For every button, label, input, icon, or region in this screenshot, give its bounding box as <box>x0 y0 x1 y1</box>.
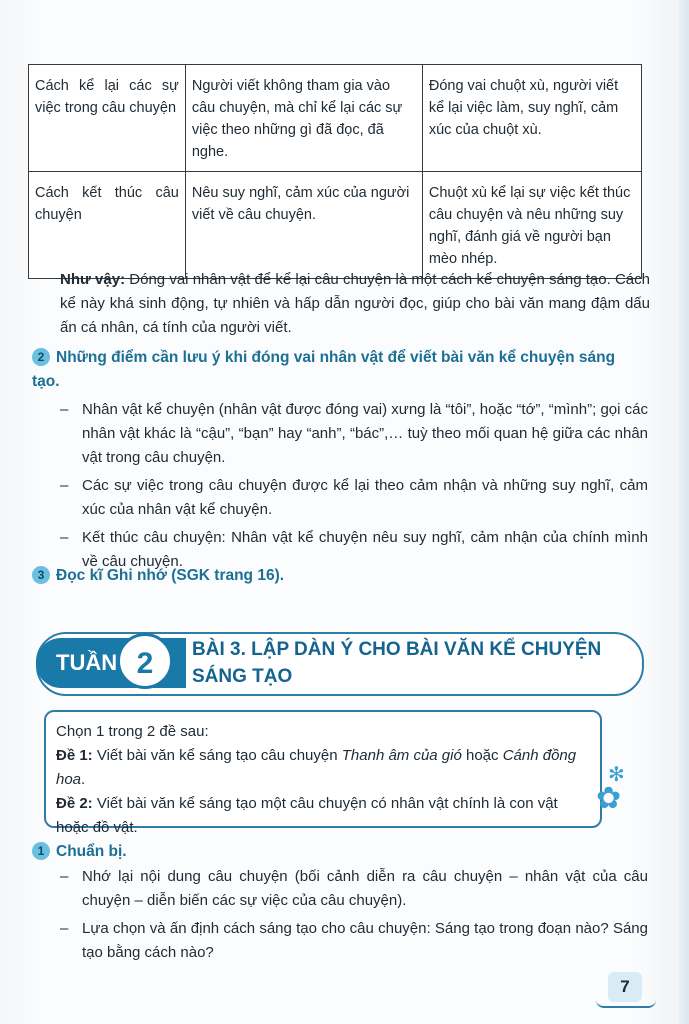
summary-lead: Như vậy: <box>60 271 126 288</box>
list-item: – Kết thúc câu chuyện: Nhân vật kể chuyện nêu suy nghĩ, cảm nhận của chính mình về câu chuyện. <box>60 526 648 574</box>
table-cell: Người viết không tham gia vào câu chuyện, mà chỉ kể lại các sự việc theo những gì đã đọc, đã nghe. <box>185 65 422 172</box>
topic-label: Đề 2: <box>56 795 93 812</box>
section-title: Đọc kĩ Ghi nhớ (SGK trang 16). <box>56 567 285 584</box>
list-item: – Nhớ lại nội dung câu chuyện (bối cảnh diễn ra câu chuyện – nhân vật của câu chuyện – diễn biến các sự việc của câu chuyện). <box>60 865 648 913</box>
topic-box <box>44 710 602 836</box>
week-number-badge: 2 <box>117 633 173 689</box>
comparison-table <box>28 64 642 279</box>
page-number-badge <box>596 968 656 1008</box>
topic-text: Viết bài văn kể sáng tạo câu chuyện <box>92 747 342 764</box>
section-title: Những điểm cần lưu ý khi đóng vai nhân vật để viết bài văn kể chuyện sáng tạo. <box>32 349 616 390</box>
table-cell: Đóng vai chuột xù, người viết kể lại việc làm, suy nghĩ, cảm xúc của chuột xù. <box>422 65 641 172</box>
topic-1 <box>56 744 590 792</box>
topic-intro: Chọn 1 trong 2 đề sau: <box>56 723 209 740</box>
page-edge-strip <box>679 0 689 1024</box>
topic-2 <box>56 792 590 840</box>
section-title: Chuẩn bị. <box>56 843 127 860</box>
week-label: TUẦN <box>36 638 186 688</box>
section-number-badge: 1 <box>32 842 50 860</box>
table-cell-label: Cách kể lại các sự việc trong câu chuyện <box>29 65 186 172</box>
topic-text: hoặc <box>461 747 503 764</box>
topic-text: . <box>81 771 86 788</box>
story-title: Thanh âm của gió <box>341 747 462 764</box>
summary-paragraph <box>60 268 650 340</box>
notes-list <box>60 398 648 578</box>
table-row <box>29 65 642 172</box>
summary-text: Đóng vai nhân vật để kể lại câu chuyện là một cách kể chuyện sáng tạo. Cách kể này khá sinh động, tự nhiên và hấp dẫn người đọc, giúp cho bài văn mang đậm dấu ấn cá nhân, cá tính của người viết. <box>60 271 650 336</box>
section-heading-3 <box>32 564 284 588</box>
topic-label: Đề 1: <box>56 747 93 764</box>
table-cell-label: Cách kết thúc câu chuyện <box>29 172 186 279</box>
list-item: – Các sự việc trong câu chuyện được kể lại theo cảm nhận và những suy nghĩ, cảm xúc của nhân vật kể chuyện. <box>60 474 648 522</box>
table-cell: Chuột xù kể lại sự việc kết thúc câu chuyện và nêu những suy nghĩ, đánh giá về người bạn mèo nhép. <box>422 172 641 279</box>
section-number-badge: 3 <box>32 566 50 584</box>
section-heading-prep <box>32 840 127 864</box>
story-title: Cánh đồng hoa <box>56 747 577 788</box>
list-item: – Lựa chọn và ấn định cách sáng tạo cho câu chuyện: Sáng tạo trong đoạn nào? Sáng tạo bằng cách nào? <box>60 917 648 965</box>
table-cell: Nêu suy nghĩ, cảm xúc của người viết về câu chuyện. <box>185 172 422 279</box>
topic-text: Viết bài văn kể sáng tạo một câu chuyện có nhân vật chính là con vật hoặc đồ vật. <box>56 795 558 836</box>
section-heading-2 <box>32 346 642 394</box>
lesson-title: BÀI 3. LẬP DÀN Ý CHO BÀI VĂN KỂ CHUYỆN SÁNG TẠO <box>192 639 602 687</box>
table-row <box>29 172 642 279</box>
prep-list <box>60 865 648 969</box>
section-number-badge: 2 <box>32 348 50 366</box>
page-number: 7 <box>608 972 642 1002</box>
list-item: – Nhân vật kể chuyện (nhân vật được đóng vai) xưng là “tôi”, hoặc “tớ”, “mình”; gọi các nhân vật khác là “cậu”, “bạn” hay “anh”, “bác”,… tuỳ theo mối quan hệ giữa các nhân vật trong câu chuyện. <box>60 398 648 470</box>
flower-icon: ✿ <box>596 782 622 815</box>
flower-icon: ✻ <box>608 764 625 786</box>
